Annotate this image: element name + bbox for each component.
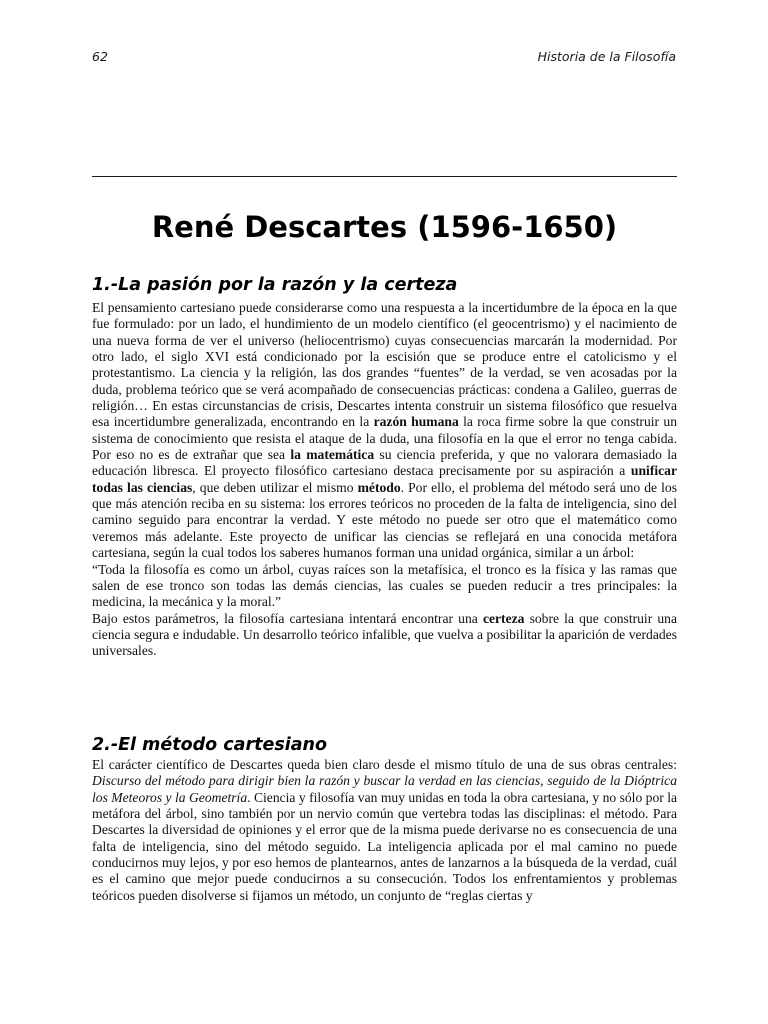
text-run: . Ciencia y filosofía van muy unidas en toda la obra cartesiana, y no sólo por la metáfora del árbol, sino también por un nervio común que vertebra todas las disciplinas: el método. Para Descartes la diversidad de opiniones y el error que de la misma puede derivarse no es consecuencia de una falta de inteligencia, sino del método seguido. La inteligencia aplicada por el mal camino no puede conducirnos muy lejos, y por eso hemos de plantearnos, antes de lanzarnos a la búsqueda de la verdad, cuál es el camino que mejor puede conducirnos a su consecución. Todos los enfrentamientos y problemas teóricos pueden disolverse si fijamos un método, un conjunto de “reglas ciertas y (92, 789, 677, 903)
paragraph (92, 611, 677, 660)
italic-work-title: Discurso del método para dirigir bien la razón y buscar la verdad en las ciencias, seguido de la Dióptrica los Meteoros y la Geometría (92, 773, 677, 805)
text-run: la roca firme sobre la que construir un sistema de conocimiento que resista el ataque de la duda, una filosofía en la que el error no tenga cabida. Por eso no es de extrañar que sea (92, 414, 677, 463)
quotation: “Toda la filosofía es como un árbol, cuyas raíces son la metafísica, el tronco es la física y las ramas que salen de ese tronco son todas las demás ciencias, las cuales se pueden reducir a tres principales: la medicina, la mecánica y la moral.” (92, 561, 677, 610)
running-header: Historia de la Filosofía (537, 49, 676, 64)
bold-term: unificar todas las ciencias (92, 463, 677, 495)
bold-term: certeza (482, 610, 525, 626)
section-heading-1: 1.-La pasión por la razón y la certeza (92, 275, 458, 295)
section-2-body (92, 757, 677, 933)
section-heading-2: 2.-El método cartesiano (92, 735, 328, 755)
bold-term: método (357, 479, 401, 495)
section-1-body (92, 300, 677, 660)
text-run: sobre la que construir una ciencia segura e indudable. Un desarrollo teórico infalible, que vuelva a posibilitar la aparición de verdades universales. (92, 610, 678, 659)
paragraph (92, 757, 677, 904)
header-divider (92, 176, 677, 177)
text-run: su ciencia preferida, y que no valorara demasiado la educación libresca. El proyecto filosófico cartesiano destaca precisamente por su aspiración a (92, 447, 677, 479)
text-run: El pensamiento cartesiano puede considerarse como una respuesta a la incertidumbre de la época en la que fue formulado: por un lado, el hundimiento de un modelo científico (el geocentrismo) y el nacimiento de una nueva forma de ver el universo (heliocentrismo) cuyas consecuencias marcarán la modernidad. Por otro lado, el siglo XVI está condicionado por la escisión que se produce entre el catolicismo y el protestantismo. La ciencia y la religión, las dos grandes “fuentes” de la verdad, se ven acosadas por la duda, problema teórico que se verá acompañado de consecuencias prácticas: condena a Galileo, guerras de religión… En estas circunstancias de crisis, Descartes intenta construir un sistema filosófico que resuelva esa incertidumbre generalizada, encontrando en la (92, 300, 677, 430)
page-number: 62 (92, 49, 108, 64)
chapter-title: René Descartes (1596-1650) (151, 210, 618, 244)
text-run: . Por ello, el problema del método será uno de los que más atención reciba en su sistema: los errores teóricos no proceden de la falta de inteligencia, sino del camino seguido para encontrar la verdad. Y este método no puede ser otro que el matemático como veremos más adelante. Este proyecto de unificar las ciencias se reflejará en una conocida metáfora cartesiana, según la cual todos los saberes humanos forman una unidad orgánica, similar a un árbol: (92, 479, 678, 561)
text-run: El carácter científico de Descartes queda bien claro desde el mismo título de una de sus obras centrales: (92, 757, 677, 772)
text-run: Bajo estos parámetros, la filosofía cartesiana intentará encontrar una (92, 610, 483, 626)
bold-term: razón humana (373, 414, 459, 430)
paragraph (92, 300, 677, 562)
bold-term: la matemática (290, 447, 375, 463)
text-run: , que deben utilizar el mismo (192, 479, 358, 495)
